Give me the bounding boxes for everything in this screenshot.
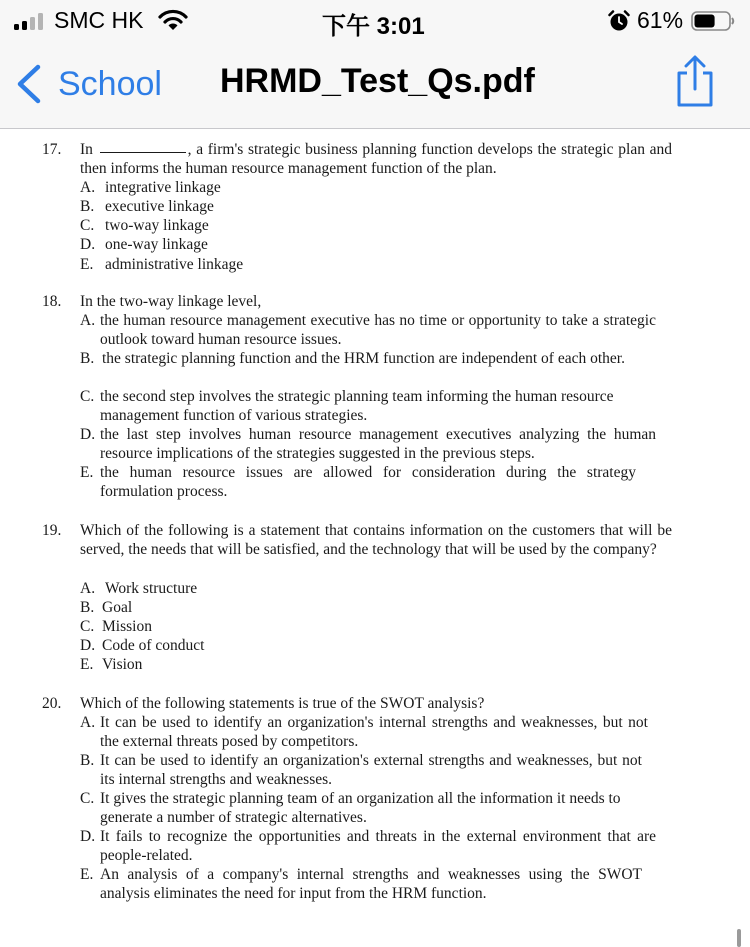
option-text: It can be used to identify an organization's external strengths and weaknesses, but not its internal strengths and weaknesses. (100, 752, 642, 788)
nav-bar (0, 40, 750, 129)
document-title: HRMD_Test_Qs.pdf (220, 62, 535, 100)
option-text: It can be used to identify an organization's internal strengths and weaknesses, but not the external threats posed by competitors. (100, 714, 648, 750)
option-text: executive linkage (105, 198, 214, 215)
option-letter: D. (80, 426, 96, 443)
fill-in-blank (100, 152, 186, 153)
option-text: Vision (102, 656, 143, 673)
option-c (80, 216, 656, 235)
option-b (80, 349, 656, 368)
option-d (80, 235, 656, 254)
option-letter: B. (80, 752, 95, 769)
question-stem: Which of the following statements is true of the SWOT analysis? (80, 695, 485, 712)
alarm-clock-icon (608, 10, 630, 32)
stem-text: , a firm's strategic business planning function develops the strategic plan and then informs the human resource management function of the plan. (80, 141, 673, 177)
question-number: 17. (42, 141, 62, 158)
option-letter: A. (80, 714, 96, 731)
option-e (80, 865, 656, 903)
option-b (80, 598, 656, 617)
status-time: 下午 3:01 (322, 13, 425, 40)
option-c (80, 789, 656, 827)
battery-icon (691, 11, 735, 31)
option-text: Work structure (105, 580, 198, 597)
option-d (80, 636, 656, 655)
wifi-icon (158, 9, 188, 31)
option-text: one-way linkage (105, 236, 208, 253)
option-letter: A. (80, 312, 96, 329)
option-text: It gives the strategic planning team of an organization all the information it needs to generate a number of strategic alternatives. (100, 790, 621, 826)
option-a (80, 579, 656, 598)
option-letter: C. (80, 217, 95, 234)
option-text: Code of conduct (102, 637, 205, 654)
chevron-left-icon (14, 64, 42, 104)
option-b (80, 197, 656, 216)
option-letter: B. (80, 350, 95, 367)
option-text: It fails to recognize the opportunities and threats in the external environment that are people-related. (100, 828, 656, 864)
option-letter: E. (80, 656, 94, 673)
option-letter: D. (80, 828, 96, 845)
option-e (80, 463, 656, 501)
option-letter: C. (80, 618, 95, 635)
status-bar (0, 0, 750, 40)
option-letter: B. (80, 599, 95, 616)
option-text: Goal (102, 599, 133, 616)
option-a (80, 713, 656, 751)
option-d (80, 425, 656, 463)
option-letter: E. (80, 464, 94, 481)
option-text: the human resource management executive has no time or opportunity to take a strategic outlook toward human resource issues. (100, 312, 656, 348)
option-text: the second step involves the strategic planning team informing the human resource management function of various strategies. (100, 388, 614, 424)
option-a (80, 311, 656, 349)
option-text: the human resource issues are allowed for consideration during the strategy formulation process. (100, 464, 636, 500)
option-text: the strategic planning function and the HRM function are independent of each other. (102, 350, 625, 367)
question-number: 19. (42, 522, 62, 539)
option-letter: B. (80, 198, 95, 215)
back-button-label: School (58, 64, 162, 103)
question-stem: Which of the following is a statement that contains information on the customers that will be served, the needs that will be satisfied, and the technology that will be used by the company? (80, 522, 672, 558)
battery-percentage: 61% (637, 7, 684, 33)
question-number: 20. (42, 695, 62, 712)
option-letter: D. (80, 637, 96, 654)
signal-strength-icon (14, 13, 46, 30)
question-stem (80, 140, 672, 178)
option-letter: C. (80, 388, 95, 405)
option-e (80, 655, 656, 674)
option-letter: E. (80, 256, 94, 273)
share-icon[interactable] (673, 55, 717, 107)
back-button[interactable] (14, 60, 162, 108)
option-e (80, 255, 656, 274)
option-letter: C. (80, 790, 95, 807)
option-text: the last step involves human resource management executives analyzing the human resource implications of the strategies suggested in the previous steps. (100, 426, 656, 462)
option-text: An analysis of a company's internal strengths and weaknesses using the SWOT analysis eliminates the need for input from the HRM function. (100, 866, 642, 902)
option-a (80, 178, 656, 197)
option-text: two-way linkage (105, 217, 209, 234)
option-b (80, 751, 656, 789)
option-letter: D. (80, 236, 96, 253)
question-number: 18. (42, 293, 62, 310)
stem-text: In (80, 141, 93, 158)
scroll-indicator[interactable] (737, 929, 741, 947)
option-text: administrative linkage (105, 256, 244, 273)
option-c (80, 617, 656, 636)
option-text: Mission (102, 618, 152, 635)
option-letter: A. (80, 179, 96, 196)
carrier-name: SMC HK (54, 7, 144, 33)
option-c (80, 387, 656, 425)
option-text: integrative linkage (105, 179, 221, 196)
option-d (80, 827, 656, 865)
option-letter: A. (80, 580, 96, 597)
question-stem: In the two-way linkage level, (80, 293, 262, 310)
option-letter: E. (80, 866, 94, 883)
pdf-page[interactable] (0, 130, 750, 947)
